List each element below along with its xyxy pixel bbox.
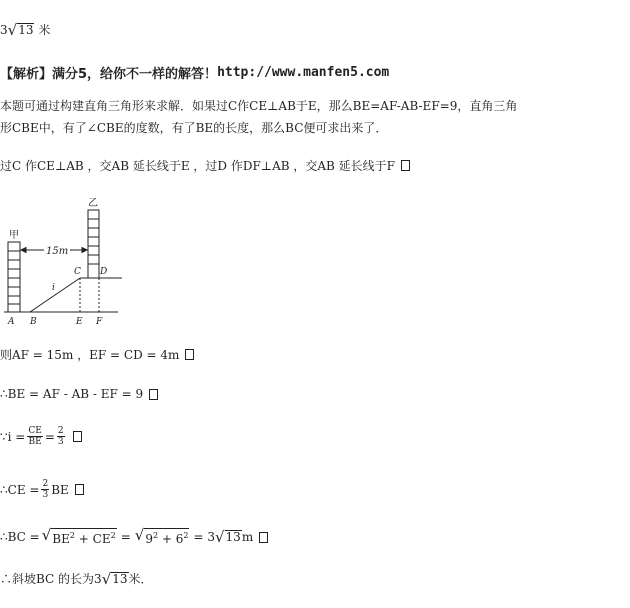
- analysis-para-line1: 本题可通过构建直角三角形来求解．如果过C作CE⊥AB于E，那么BE=AF-AB-EF=9，直角三角: [0, 99, 518, 113]
- radical-13: √ 13: [214, 528, 241, 546]
- building-jia: [8, 242, 20, 312]
- step5-eq2: = 3: [193, 530, 215, 544]
- frac-num: CE: [28, 426, 42, 436]
- conclusion-radicand: 13: [112, 571, 128, 586]
- solution-step-2: [0, 387, 158, 401]
- frac-num: 2: [42, 479, 49, 489]
- exp: 2: [69, 531, 75, 540]
- fraction-2-3-b: [41, 479, 49, 500]
- missing-glyph-box: [185, 349, 194, 360]
- step5-eq: =: [120, 530, 131, 544]
- solution-step-1-text: 则AF = 15m ，EF = CD = 4m: [0, 348, 180, 362]
- fraction-ce-be: [27, 426, 42, 447]
- solution-step-3: [0, 426, 82, 447]
- solution-step-1: [0, 346, 194, 363]
- missing-glyph-box: [401, 160, 410, 171]
- missing-glyph-box: [73, 431, 82, 442]
- frac-den: 3: [57, 437, 64, 447]
- step3-lhs: ∵i =: [0, 429, 26, 444]
- analysis-url[interactable]: http://www.manfen5.com: [217, 65, 390, 80]
- rad-6: + 6: [158, 532, 184, 546]
- conclusion-radical: √ 13: [101, 569, 128, 588]
- rad-ce: + CE: [74, 532, 111, 546]
- construction-line: [0, 157, 410, 174]
- step5-unit: m: [241, 530, 254, 544]
- step5-lhs: ∴BC =: [0, 530, 40, 544]
- solution-step-2-text: ∴BE = AF - AB - EF = 9: [0, 387, 144, 401]
- missing-glyph-box: [259, 532, 268, 543]
- analysis-para-line2: 形CBE中，有了∠CBE的度数，有了BE的长度，那么BC便可求出来了．: [0, 121, 388, 135]
- label-A: A: [8, 317, 15, 327]
- rad-9: 9: [145, 532, 153, 546]
- step4-rhs: BE: [51, 482, 69, 497]
- analysis-headline: 满分5，给你不一样的解答！: [52, 67, 218, 82]
- answer-line: [0, 21, 51, 38]
- missing-glyph-box: [149, 389, 158, 400]
- distance-label: 15m: [46, 246, 69, 257]
- construction-text: 过C 作CE⊥AB ，交AB 延长线于E ，过D 作DF⊥AB ，交AB 延长线于F: [0, 159, 395, 173]
- solution-step-4: [0, 479, 84, 500]
- conclusion-post: 米．: [128, 572, 153, 586]
- label-i: i: [52, 283, 55, 293]
- label-D: D: [100, 267, 108, 277]
- step4-lhs: ∴CE =: [0, 482, 40, 497]
- exp: 2: [183, 531, 189, 540]
- radical-be-ce: √ $BE^2 + CE^2$: [41, 526, 116, 546]
- answer-coef: 3: [0, 22, 8, 37]
- frac-den: BE: [28, 437, 42, 447]
- label-jia: 甲: [9, 230, 19, 241]
- label-yi: 乙: [88, 198, 98, 209]
- building-yi: [88, 210, 99, 278]
- frac-num: 2: [57, 426, 64, 436]
- step3-eq: =: [44, 429, 55, 444]
- geometry-diagram: [0, 190, 130, 330]
- exp: 2: [152, 531, 159, 540]
- missing-glyph-box: [75, 484, 84, 495]
- label-F: F: [96, 317, 103, 327]
- exp: 2: [110, 531, 116, 540]
- ground-and-slope: [4, 278, 122, 312]
- frac-den: 3: [42, 490, 49, 500]
- answer-radicand: 13: [18, 22, 34, 37]
- rad-be: BE: [52, 532, 70, 546]
- solution-step-5: [0, 528, 268, 546]
- answer-radical: √ 13: [7, 20, 34, 39]
- label-C: C: [74, 267, 81, 277]
- answer-unit: 米: [38, 23, 51, 37]
- radical-9-6: √ $9^2 + 6^2$: [134, 526, 189, 546]
- label-B: B: [30, 317, 37, 327]
- solution-conclusion: [0, 570, 153, 587]
- fraction-2-3: [57, 426, 65, 447]
- conclusion-pre: ∴斜坡BC 的长为3: [0, 572, 102, 586]
- analysis-header: [0, 63, 389, 82]
- analysis-tag: 【解析】: [0, 67, 53, 82]
- rad-13: 13: [225, 530, 241, 544]
- label-E: E: [76, 317, 83, 327]
